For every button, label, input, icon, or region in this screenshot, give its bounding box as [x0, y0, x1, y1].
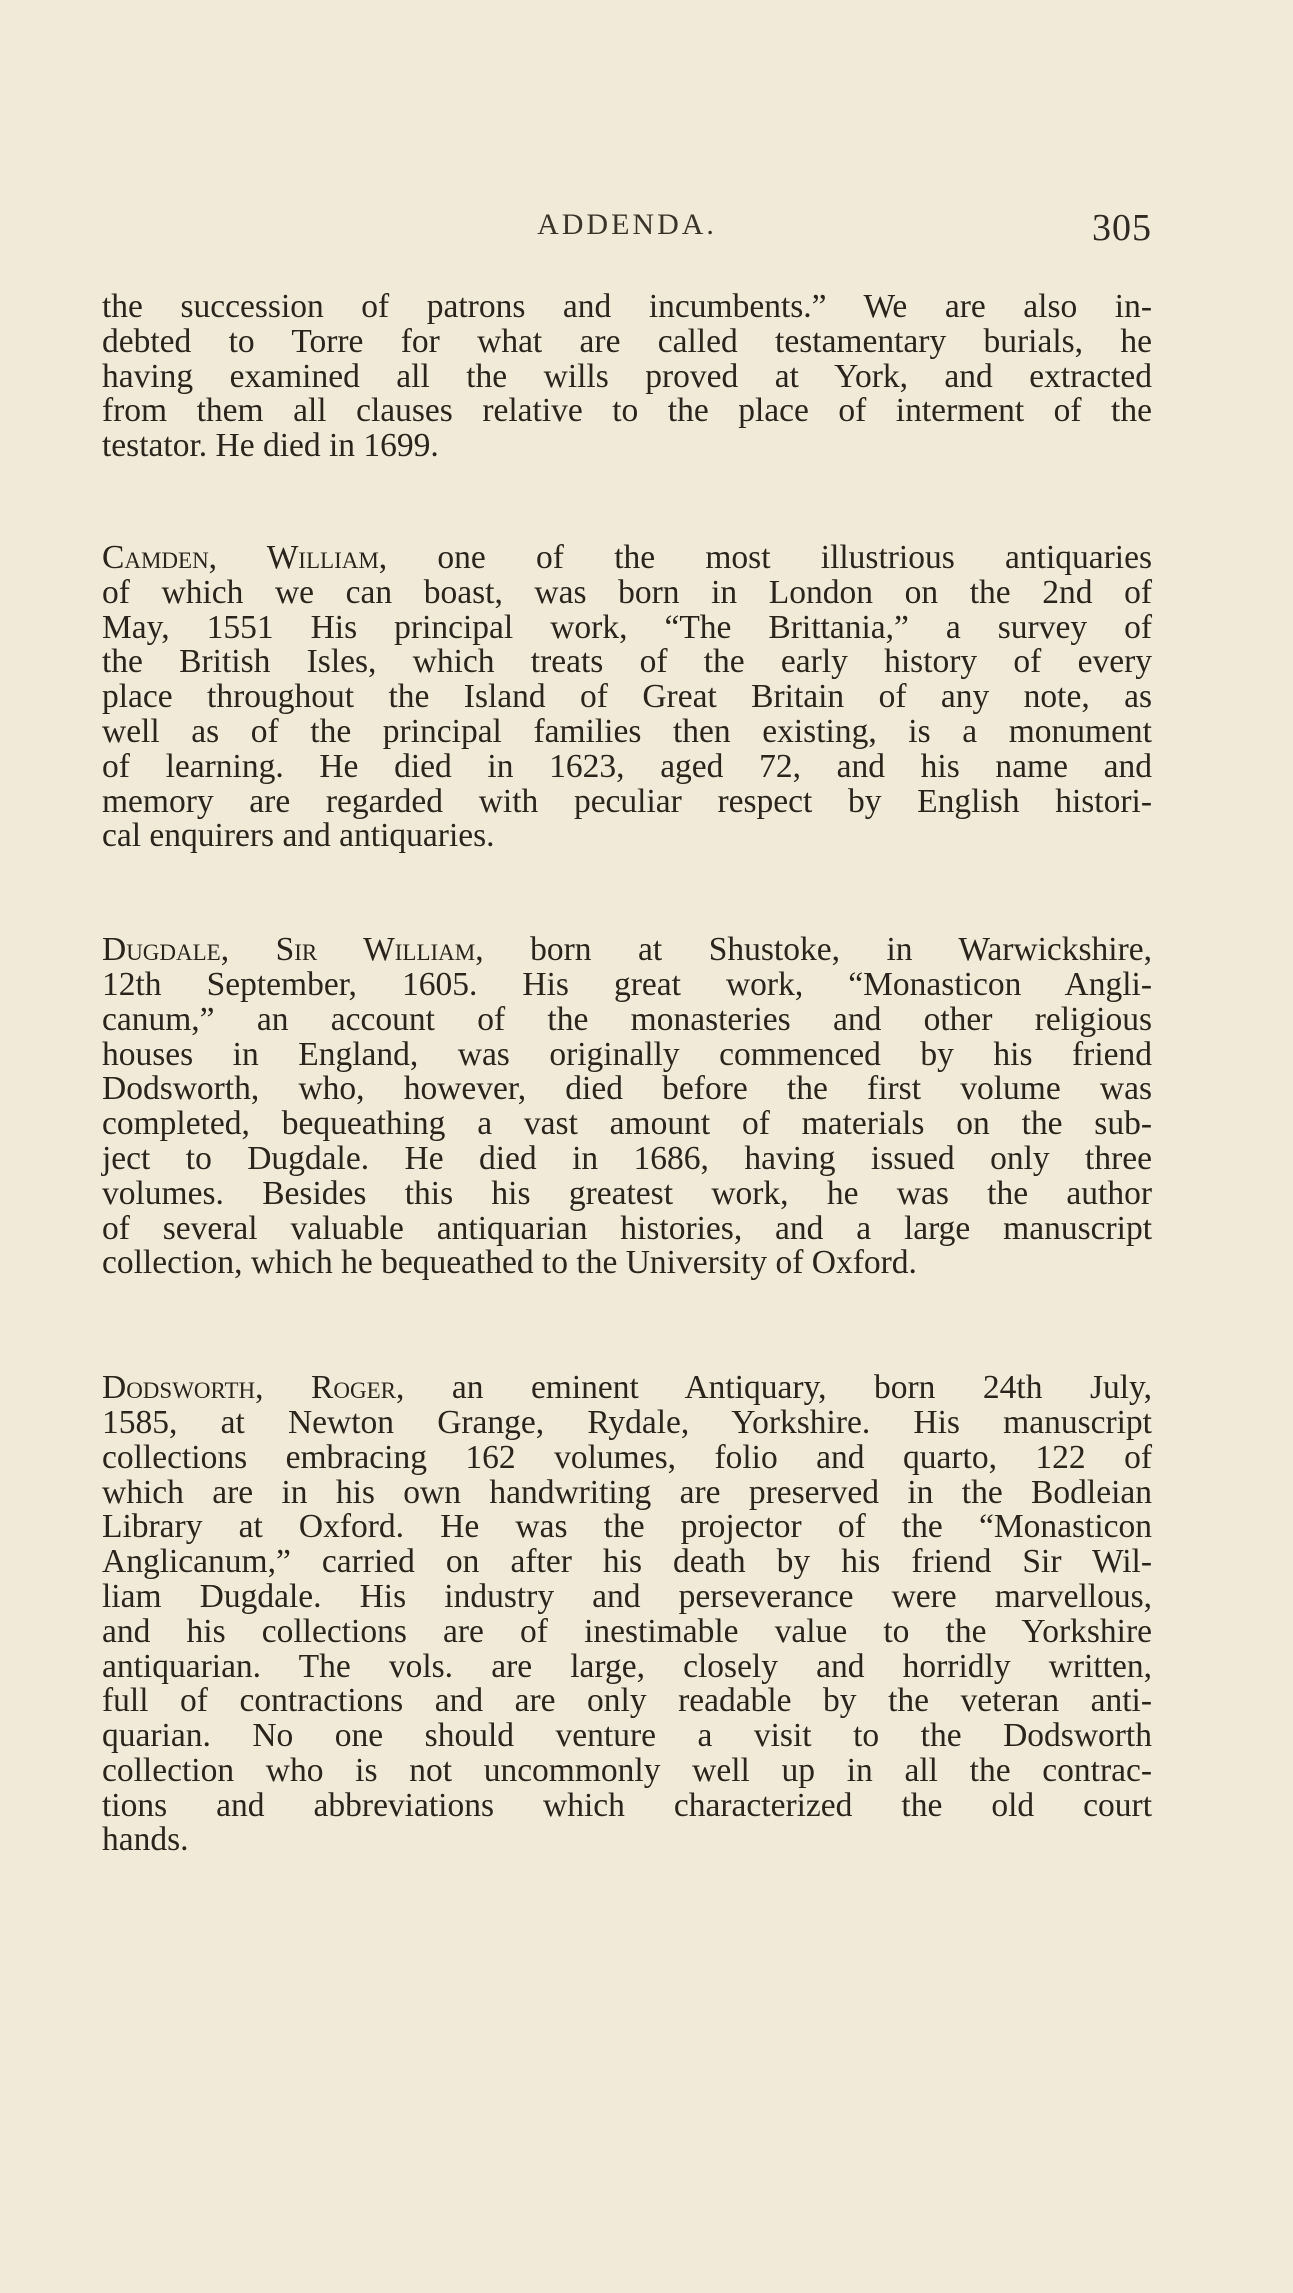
- text-line: collections embracing 162 volumes, folio and quarto, 122 of: [102, 1438, 1152, 1476]
- text-line: Anglicanum,” carried on after his death by his friend Sir Wil-: [102, 1543, 1152, 1581]
- text-line: 12th September, 1605. His great work, “Monasticon Angli-: [102, 965, 1152, 1003]
- text-line: completed, bequeathing a vast amount of materials on the sub-: [102, 1105, 1152, 1143]
- text-line: Library at Oxford. He was the projector of the “Monasticon: [102, 1508, 1152, 1546]
- text-line: liam Dugdale. His industry and perseverance were marvellous,: [102, 1577, 1152, 1615]
- line-text: born at Shustoke, in Warwickshire,: [483, 931, 1152, 969]
- text-line: of several valuable antiquarian histories, and a large manuscript: [102, 1209, 1152, 1247]
- text-line: place throughout the Island of Great Britain of any note, as: [102, 678, 1152, 716]
- text-line: full of contractions and are only readable by the veteran anti-: [102, 1682, 1152, 1720]
- text-line: from them all clauses relative to the place of interment of the: [102, 392, 1152, 430]
- text-line: which are in his own handwriting are preserved in the Bodleian: [102, 1473, 1152, 1511]
- text-line: and his collections are of inestimable value to the Yorkshire: [102, 1612, 1152, 1650]
- paragraph-torre-continuation: [102, 290, 1152, 464]
- entry-heading: Camden, William,: [102, 538, 388, 576]
- text-line: volumes. Besides this his greatest work, he was the author: [102, 1174, 1152, 1212]
- text-line: ject to Dugdale. He died in 1686, having issued only three: [102, 1139, 1152, 1177]
- text-line: [102, 933, 1152, 968]
- text-line: tions and abbreviations which characterized the old court: [102, 1786, 1152, 1824]
- text-line: hands.: [102, 1821, 189, 1859]
- paragraph-dodsworth: [102, 1371, 1152, 1858]
- text-line: houses in England, was originally commenced by his friend: [102, 1035, 1152, 1073]
- entry-heading: Dugdale, Sir William,: [102, 931, 484, 969]
- text-line: the succession of patrons and incumbents.” We are also in-: [102, 288, 1152, 325]
- text-line: collection who is not uncommonly well up in all the contrac-: [102, 1751, 1152, 1789]
- body-text: [102, 290, 1152, 1858]
- text-line: [102, 1371, 1152, 1406]
- text-line: May, 1551 His principal work, “The Brittania,” a survey of: [102, 608, 1152, 646]
- text-line: Dodsworth, who, however, died before the first volume was: [102, 1070, 1152, 1108]
- text-line: well as of the principal families then existing, is a monument: [102, 712, 1152, 750]
- paragraph-camden: [102, 538, 1152, 855]
- paragraph-dugdale: [102, 933, 1152, 1281]
- running-head: [102, 208, 1152, 248]
- text-line: canum,” an account of the monasteries and other religious: [102, 1000, 1152, 1038]
- page-number: 305: [1092, 207, 1152, 249]
- text-line: 1585, at Newton Grange, Rydale, Yorkshire. His manuscript: [102, 1403, 1152, 1441]
- text-line: antiquarian. The vols. are large, closely and horridly written,: [102, 1647, 1152, 1685]
- text-line: [102, 538, 1152, 576]
- text-line: testator. He died in 1699.: [102, 427, 439, 465]
- running-title: ADDENDA.: [537, 208, 717, 241]
- text-line: of learning. He died in 1623, aged 72, and his name and: [102, 747, 1152, 785]
- entry-heading: Dodsworth, Roger,: [102, 1369, 405, 1407]
- text-line: having examined all the wills proved at York, and extracted: [102, 357, 1152, 395]
- text-line: quarian. No one should venture a visit to the Dodsworth: [102, 1717, 1152, 1755]
- text-line: memory are regarded with peculiar respect by English histori-: [102, 782, 1152, 820]
- text-line: cal enquirers and antiquaries.: [102, 817, 495, 855]
- text-line: collection, which he bequeathed to the University of Oxford.: [102, 1244, 917, 1282]
- text-line: of which we can boast, was born in London on the 2nd of: [102, 573, 1152, 611]
- text-line: the British Isles, which treats of the early history of every: [102, 643, 1152, 681]
- text-line: debted to Torre for what are called testamentary burials, he: [102, 322, 1152, 360]
- line-text: one of the most illustrious antiquaries: [387, 538, 1152, 576]
- line-text: an eminent Antiquary, born 24th July,: [404, 1369, 1152, 1407]
